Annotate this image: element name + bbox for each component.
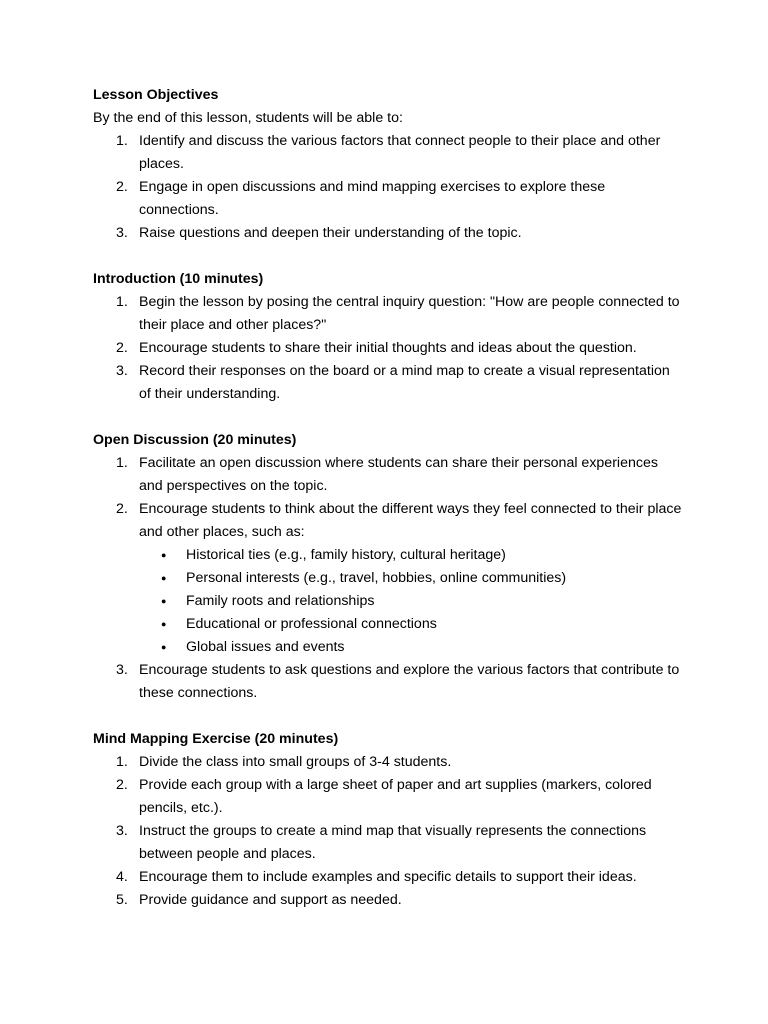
list-item-text: Identify and discuss the various factors that connect people to their place and other places. [139, 133, 661, 172]
list-item-text: Divide the class into small groups of 3-4 students. [139, 754, 452, 770]
list-item [93, 360, 683, 406]
list-number: 2. [116, 501, 128, 517]
list-number: 3. [116, 662, 128, 678]
list-item-text: Facilitate an open discussion where students can share their personal experiences and perspectives on the topic. [139, 455, 658, 494]
list-number: 2. [116, 340, 128, 356]
bullet-dot-icon: ● [161, 573, 167, 583]
numbered-list [93, 751, 683, 912]
list-item [93, 222, 683, 245]
bullet-item-text: Family roots and relationships [186, 593, 375, 609]
section-heading: Mind Mapping Exercise (20 minutes) [93, 731, 339, 747]
list-item-text: Encourage them to include examples and specific details to support their ideas. [139, 869, 637, 885]
bullet-item [139, 544, 683, 567]
bullet-item [139, 590, 683, 613]
list-number: 2. [116, 777, 128, 793]
list-item-text: Provide each group with a large sheet of paper and art supplies (markers, colored pencils, etc.). [139, 777, 652, 816]
list-item [93, 889, 683, 912]
list-item [93, 751, 683, 774]
document-page [93, 84, 683, 935]
list-item-text: Encourage students to ask questions and explore the various factors that contribute to these connections. [139, 662, 680, 701]
list-number: 1. [116, 455, 128, 471]
list-item [93, 337, 683, 360]
bullet-dot-icon: ● [161, 596, 167, 606]
section-lesson-objectives [93, 84, 683, 245]
list-item [93, 659, 683, 705]
section-open-discussion [93, 429, 683, 705]
bullet-item-text: Historical ties (e.g., family history, cultural heritage) [186, 547, 506, 563]
bullet-item [139, 636, 683, 659]
list-item [93, 498, 683, 659]
list-number: 3. [116, 823, 128, 839]
section-intro: By the end of this lesson, students will be able to: [93, 110, 403, 126]
numbered-list [93, 130, 683, 245]
list-number: 4. [116, 869, 128, 885]
bullet-item-text: Global issues and events [186, 639, 345, 655]
list-item [93, 820, 683, 866]
list-number: 5. [116, 892, 128, 908]
list-number: 1. [116, 754, 128, 770]
section-introduction [93, 268, 683, 406]
bullet-list [139, 544, 683, 659]
bullet-item-text: Personal interests (e.g., travel, hobbies, online communities) [186, 570, 567, 586]
section-heading: Lesson Objectives [93, 87, 219, 103]
list-number: 2. [116, 179, 128, 195]
list-item [93, 452, 683, 498]
list-item-text: Begin the lesson by posing the central inquiry question: "How are people connected to their place and other places?" [139, 294, 680, 333]
bullet-item-text: Educational or professional connections [186, 616, 437, 632]
list-item-text: Instruct the groups to create a mind map that visually represents the connections between people and places. [139, 823, 647, 862]
list-number: 1. [116, 133, 128, 149]
bullet-dot-icon: ● [161, 619, 167, 629]
bullet-dot-icon: ● [161, 642, 167, 652]
numbered-list [93, 291, 683, 406]
numbered-list [93, 452, 683, 705]
list-item [93, 291, 683, 337]
list-item-text: Provide guidance and support as needed. [139, 892, 402, 908]
bullet-dot-icon: ● [161, 550, 167, 560]
list-number: 3. [116, 225, 128, 241]
bullet-item [139, 567, 683, 590]
list-item-text: Encourage students to share their initial thoughts and ideas about the question. [139, 340, 637, 356]
list-item-text: Raise questions and deepen their understanding of the topic. [139, 225, 522, 241]
list-item-text: Encourage students to think about the different ways they feel connected to their place and other places, such as: [139, 501, 682, 540]
bullet-item [139, 613, 683, 636]
list-item-text: Engage in open discussions and mind mapping exercises to explore these connections. [139, 179, 606, 218]
section-heading: Introduction (10 minutes) [93, 271, 264, 287]
section-heading: Open Discussion (20 minutes) [93, 432, 297, 448]
list-item-text: Record their responses on the board or a mind map to create a visual representation of their understanding. [139, 363, 670, 402]
list-number: 1. [116, 294, 128, 310]
list-item [93, 176, 683, 222]
list-item [93, 866, 683, 889]
list-item [93, 130, 683, 176]
list-item [93, 774, 683, 820]
list-number: 3. [116, 363, 128, 379]
section-mind-mapping [93, 728, 683, 912]
